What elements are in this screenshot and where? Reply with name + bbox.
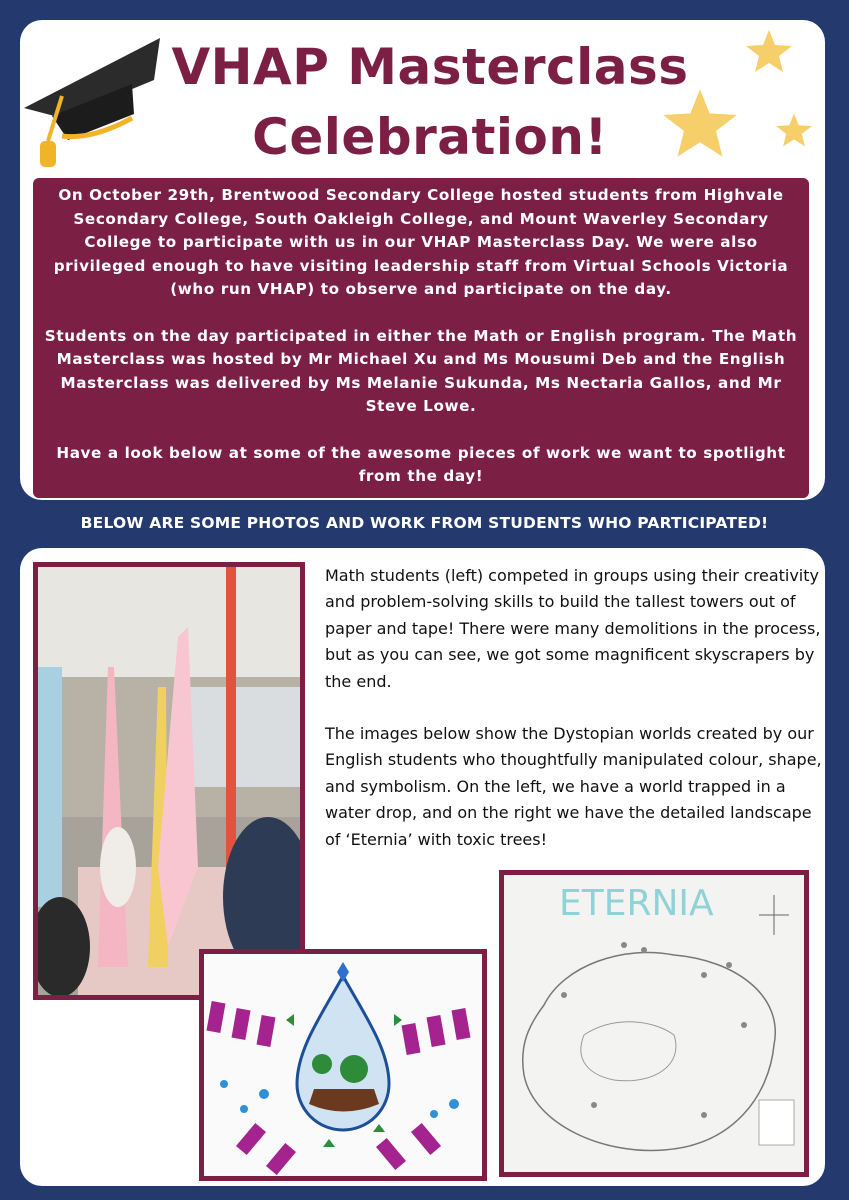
star-icon — [744, 28, 794, 78]
star-icon — [774, 112, 814, 152]
tower-photo — [33, 562, 305, 1000]
intro-paragraph-1: On October 29th, Brentwood Secondary College hosted students from Highvale Secondary College, South Oakleigh College, and Mount Waverley Secondary College to participate with us in our VHAP Masterclass Day. We were also privileged enough to have visiting leadership staff from Virtual Schools Victoria (who run VHAP) to observe and participate on the day. — [53, 186, 789, 298]
intro-paragraph-2: Students on the day participated in either the Math or English program. The Math Masterclass was hosted by Mr Michael Xu and Ms Mousumi Deb and the English Masterclass was delivered by Ms Melanie Sukunda, Ms Nectaria Gallos, and Mr Steve Lowe. — [44, 326, 798, 415]
body-text — [325, 563, 825, 879]
eternia-heading: ETERNIA — [559, 883, 714, 924]
eternia-map-artwork — [499, 870, 809, 1177]
section-banner: BELOW ARE SOME PHOTOS AND WORK FROM STUDENTS WHO PARTICIPATED! — [80, 514, 769, 532]
graduation-cap-icon — [22, 36, 162, 175]
title-line-2: Celebration! — [252, 108, 608, 166]
intro-box — [33, 178, 809, 498]
body-paragraph-2: The images below show the Dystopian worlds created by our English students who thoughtfully manipulated colour, shape, and symbolism. On the left, we have a world trapped in a water drop, and on the right we have the detailed landscape of ‘Eternia’ with toxic trees! — [325, 724, 822, 849]
body-paragraph-1: Math students (left) competed in groups using their creativity and problem-solving skills to build the tallest towers out of paper and tape! There were many demolitions in the process, but as you can see, we got some magnificent skyscrapers by the end. — [325, 566, 821, 691]
page-title — [150, 32, 710, 172]
water-drop-artwork — [199, 949, 487, 1181]
title-line-1: VHAP Masterclass — [171, 38, 689, 96]
intro-paragraph-3: Have a look below at some of the awesome pieces of work we want to spotlight from the day! — [56, 443, 786, 485]
